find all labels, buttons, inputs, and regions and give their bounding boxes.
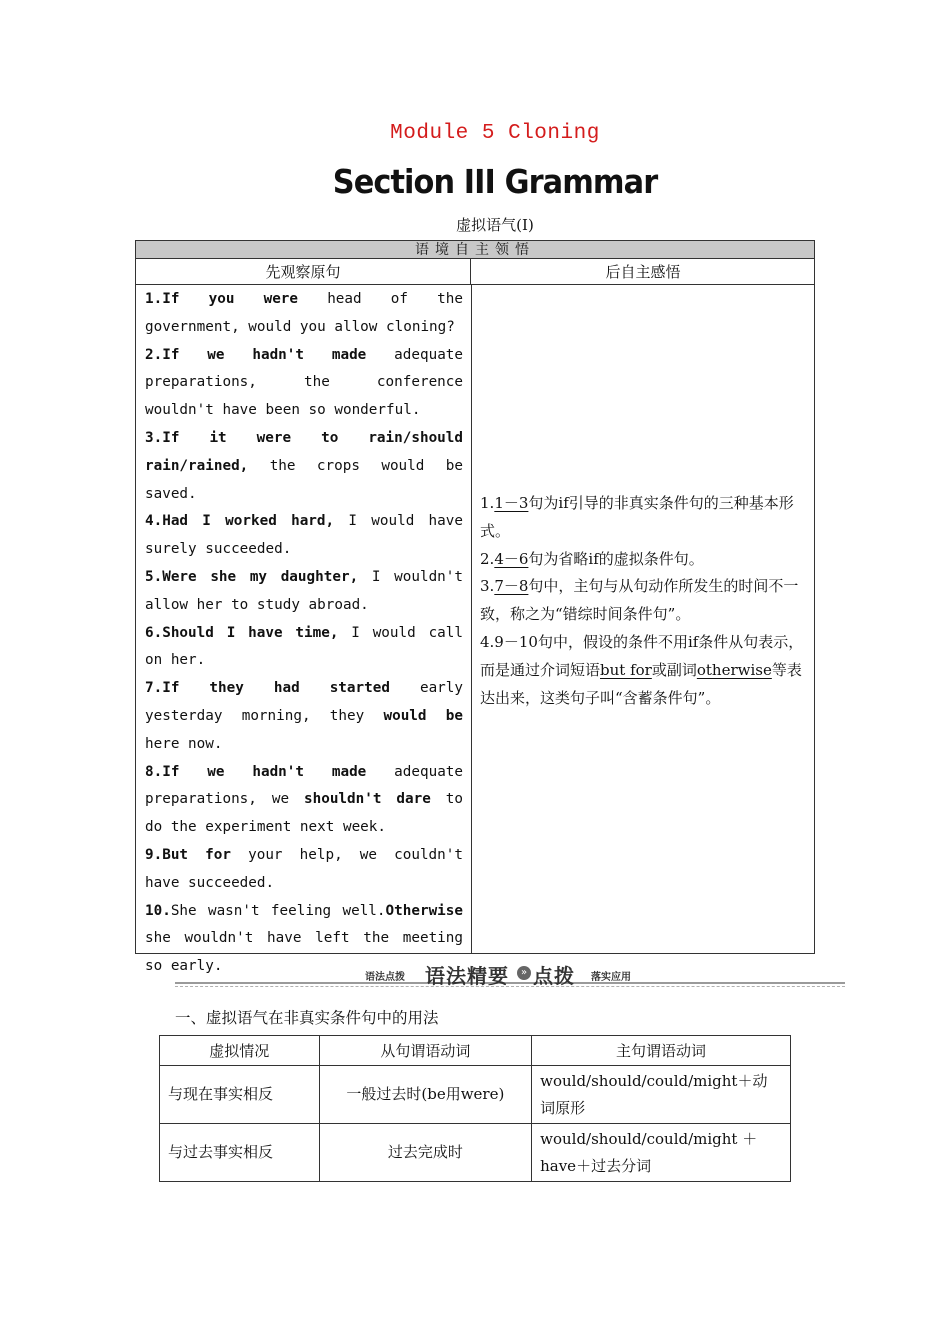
sentence-number: 6. [145, 624, 163, 641]
example-sentences [145, 286, 463, 981]
section-heading: 一、虚拟语气在非真实条件句中的用法 [175, 1009, 439, 1027]
observation-banner: 语境自主领悟 [136, 241, 814, 259]
example-sentence [145, 342, 463, 425]
sentence-number: 7. [145, 680, 163, 697]
note-item: 2.4－6句为省略if的虚拟条件句。 [480, 549, 704, 568]
banner-small-left: 语法点拨 [365, 972, 405, 983]
subtitle: 虚拟语气(Ⅰ) [456, 216, 534, 234]
sentence-text: adequate preparations, we [145, 763, 464, 808]
table-row [160, 1124, 791, 1182]
table-header-row [160, 1036, 791, 1066]
banner-line [175, 982, 845, 984]
example-sentence [145, 620, 463, 676]
banner-dashed-line [175, 986, 845, 988]
sentence-emphasis: But for [162, 846, 231, 863]
example-sentence [145, 286, 463, 342]
banner-main-title: 语法精要 [425, 964, 509, 988]
table-cell: 一般过去时(be用were) [319, 1066, 532, 1124]
sentence-number: 8. [145, 763, 163, 780]
column-header-right: 后自主感悟 [471, 259, 815, 285]
grammar-banner [175, 958, 845, 988]
example-sentence [145, 675, 463, 758]
example-sentence [145, 508, 463, 564]
sentence-text: here now. [145, 735, 223, 752]
table-cell: 过去完成时 [319, 1124, 532, 1182]
sentence-number: 1. [145, 291, 163, 307]
sentence-number: 3. [145, 429, 163, 446]
sentence-number: 4. [145, 513, 163, 530]
sentence-emphasis: Should I have time, [162, 624, 339, 641]
sentence-number: 10. [145, 902, 171, 919]
sentence-text: I would call on her. [145, 624, 463, 669]
chevron-right-icon: » [517, 966, 531, 980]
sentence-emphasis: Had I worked hard, [162, 513, 335, 530]
sentence-emphasis: shouldn't dare [304, 791, 431, 808]
sentence-text: to do the experiment next week. [145, 791, 463, 836]
banner-main-title-2: 点拨 [533, 964, 575, 988]
sentence-text: early yesterday morning, they [145, 680, 463, 724]
sentence-text: She wasn't feeling well. [170, 902, 386, 919]
column-divider [471, 285, 472, 954]
sentence-number: 2. [145, 346, 163, 363]
note-item: 4.9－10句中，假设的条件不用if条件从句表示，而是通过介词短语but for或副词otherwise等表达出来，这类句子叫“含蓄条件句”。 [480, 632, 804, 707]
example-sentence [145, 842, 463, 898]
sentence-emphasis: Otherwise [385, 902, 463, 919]
sentence-emphasis: would be [383, 707, 463, 724]
observation-table [135, 240, 815, 975]
example-sentence [145, 425, 463, 508]
table-cell: would/should/could/might ＋have＋过去分词 [532, 1124, 791, 1182]
sentence-text: your help, we couldn't have succeeded. [145, 846, 463, 891]
table-cell: 与过去事实相反 [160, 1124, 320, 1182]
table-header: 主句谓语动词 [532, 1036, 791, 1066]
sentence-emphasis: If they had started [162, 680, 390, 697]
sentence-text: I would have surely succeeded. [145, 513, 463, 558]
sentence-text: she wouldn't have left the meeting so early. [145, 930, 463, 975]
sentence-emphasis: Were she my daughter, [162, 568, 359, 585]
section-title: Section III Grammar [332, 162, 658, 201]
sentence-number: 5. [145, 568, 163, 585]
sentence-text: adequate preparations, the conference wouldn't have been so wonderful. [145, 346, 464, 419]
example-sentence [145, 564, 463, 620]
sentence-text: head of the government, would you allow cloning? [145, 291, 463, 335]
table-row [160, 1066, 791, 1124]
sentence-number: 9. [145, 846, 163, 863]
example-sentence [145, 759, 463, 842]
note-item: 1.1－3句为if引导的非真实条件句的三种基本形式。 [480, 494, 794, 540]
table-header: 从句谓语动词 [319, 1036, 532, 1066]
sentence-text: the crops would be saved. [145, 457, 463, 502]
sentence-text: I wouldn't allow her to study abroad. [145, 568, 464, 613]
sentence-emphasis: If we hadn't made [162, 346, 367, 363]
table-cell: 与现在事实相反 [160, 1066, 320, 1124]
table-header: 虚拟情况 [160, 1036, 320, 1066]
sentence-emphasis: If you were [162, 291, 299, 307]
notes-column [480, 490, 808, 712]
table-cell: would/should/could/might＋动词原形 [532, 1066, 791, 1124]
note-item: 3.7－8句中，主句与从句动作所发生的时间不一致，称之为“错综时间条件句”。 [480, 577, 799, 624]
sentence-emphasis: If it were to rain/should rain/rained, [145, 429, 463, 474]
banner-small-right: 落实应用 [591, 972, 631, 983]
usage-table [159, 1035, 791, 1182]
module-title: Module 5 Cloning [390, 122, 600, 145]
column-header-left: 先观察原句 [136, 259, 471, 285]
sentence-emphasis: If we hadn't made [162, 763, 367, 780]
